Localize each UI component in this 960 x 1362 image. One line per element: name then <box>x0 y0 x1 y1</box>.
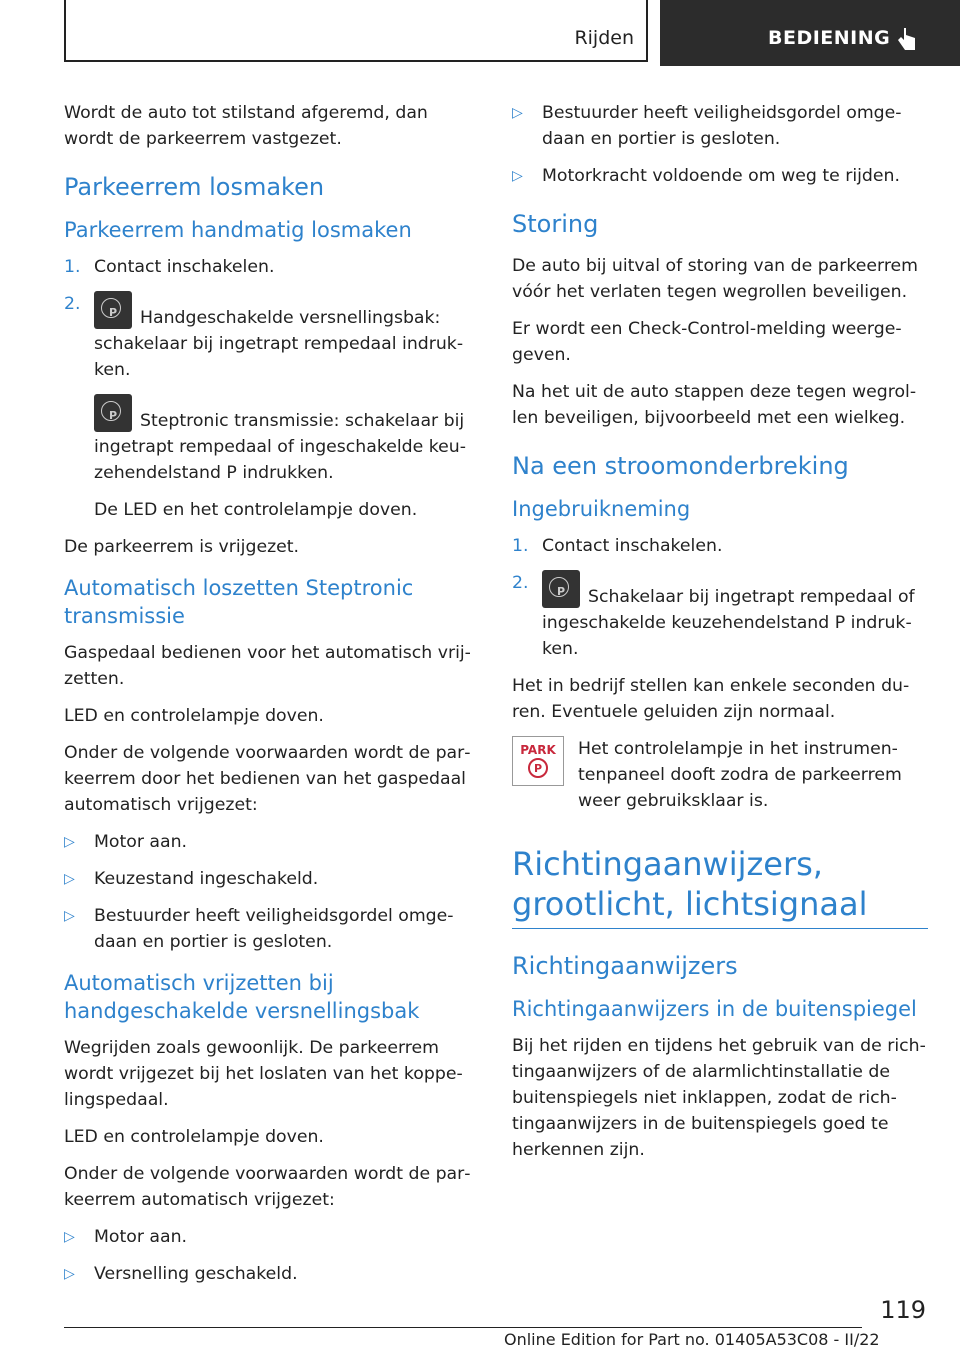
bullet-icon: ▷ <box>512 168 523 184</box>
intro-paragraph: Wordt de auto tot stilstand afgeremd, dan wordt de parkeerrem vastgezet. <box>64 103 428 149</box>
parking-brake-button-icon: P <box>94 291 132 329</box>
left-column <box>64 100 480 1298</box>
heading-storing: Storing <box>512 210 599 238</box>
heading-stroom: Na een stroomonderbreking <box>512 452 849 480</box>
heading-richtingaanwijzers: Richtingaanwijzers <box>512 952 738 980</box>
heading-buitenspiegel: Richtingaanwijzers in de buitenspiegel <box>512 997 917 1021</box>
parking-brake-button-icon: P <box>542 570 580 608</box>
paragraph: Onder de volgende voorwaarden wordt de parkeerrem automatisch vrijgezet: <box>64 1164 471 1210</box>
heading-auto-steptronic: Automatisch loszetten Steptronic transmissie <box>64 576 414 628</box>
paragraph: LED en controlelampje doven. <box>64 1127 324 1147</box>
step-1: 1. Contact inschakelen. <box>512 533 928 559</box>
step-2-led: De LED en het controlelampje doven. <box>94 500 418 520</box>
step-number: 2. <box>512 573 529 593</box>
paragraph: Bij het rijden en tijdens het gebruik van de richtingaanwijzers of de alarmlichtinstallatie de buitenspiegels niet inklappen, zodat de richtingaanwijzers in de buitenspiegels goed te herkennen zijn. <box>512 1036 926 1160</box>
bullet-icon: ▷ <box>64 1229 75 1245</box>
step-1: 1. Contact inschakelen. <box>64 254 480 280</box>
step-2: 2. P Handgeschakelde versnellingsbak: schakelaar bij ingetrapt rempedaal indrukken. <box>64 291 480 383</box>
header-chapter-box <box>660 0 960 66</box>
paragraph: De parkeerrem is vrijgezet. <box>64 537 300 557</box>
list-item: ▷ Motor aan. <box>64 1224 480 1250</box>
bullet-icon: ▷ <box>512 105 523 121</box>
page-number: 119 <box>880 1296 926 1324</box>
heading-ingebruikneming: Ingebruikneming <box>512 497 691 521</box>
bullet-icon: ▷ <box>64 871 75 887</box>
heading-handmatig: Parkeerrem handmatig losmaken <box>64 218 412 242</box>
bullet-icon: ▷ <box>64 1266 75 1282</box>
park-warning-icon: PARK P <box>512 736 564 786</box>
header-chapter: BEDIENING <box>768 27 891 49</box>
paragraph: Het in bedrijf stellen kan enkele seconden duren. Eventuele geluiden zijn normaal. <box>512 676 910 722</box>
list-item: ▷ Motor aan. <box>64 829 480 855</box>
bullet-icon: ▷ <box>64 908 75 924</box>
paragraph: Onder de volgende voorwaarden wordt de parkeerrem door het bedienen van het gaspedaal automatisch vrijgezet: <box>64 743 471 815</box>
bullet-icon: ▷ <box>64 834 75 850</box>
list-item: ▷ Versnelling geschakeld. <box>64 1261 480 1287</box>
step-number: 2. <box>64 294 81 314</box>
step-number: 1. <box>64 257 81 277</box>
heading-rule <box>512 928 928 929</box>
paragraph: LED en controlelampje doven. <box>64 706 324 726</box>
heading-richtingaanwijzers-main: Richtingaanwijzers, grootlicht, lichtsignaal <box>512 845 868 923</box>
paragraph: Wegrijden zoals gewoonlijk. De parkeerrem wordt vrijgezet bij het loslaten van het koppelingspedaal. <box>64 1038 463 1110</box>
header-section: Rijden <box>574 27 634 49</box>
paragraph: Er wordt een Check-Control-melding weergegeven. <box>512 319 902 365</box>
list-item: ▷ Bestuurder heeft veiligheidsgordel omgedaan en portier is gesloten. <box>64 903 480 955</box>
hand-pointer-icon <box>896 26 918 54</box>
parking-brake-button-icon: P <box>94 394 132 432</box>
right-column <box>512 100 928 1174</box>
paragraph: De auto bij uitval of storing van de parkeerrem vóór het verlaten tegen wegrollen beveiligen. <box>512 256 919 302</box>
step-number: 1. <box>512 536 529 556</box>
step-2-steptronic: P Steptronic transmissie: schakelaar bij ingetrapt rempedaal of ingeschakelde keuzehendelstand P indrukken. <box>64 394 480 486</box>
heading-auto-hand: Automatisch vrijzetten bij handgeschakelde versnellingsbak <box>64 971 420 1023</box>
list-item: ▷ Bestuurder heeft veiligheidsgordel omgedaan en portier is gesloten. <box>512 100 928 152</box>
heading-losmaken: Parkeerrem losmaken <box>64 173 325 201</box>
footer-rule <box>64 1327 862 1328</box>
paragraph: Na het uit de auto stappen deze tegen wegrollen beveiligen, bijvoorbeeld met een wielkeg. <box>512 382 917 428</box>
park-note <box>512 736 928 814</box>
footer-edition: Online Edition for Part no. 01405A53C08 - II/22 <box>504 1330 880 1349</box>
header-section-box <box>64 0 648 62</box>
paragraph: Gaspedaal bedienen voor het automatisch vrijzetten. <box>64 643 471 689</box>
list-item: ▷ Motorkracht voldoende om weg te rijden. <box>512 163 928 189</box>
list-item: ▷ Keuzestand ingeschakeld. <box>64 866 480 892</box>
note-text: Het controlelampje in het instrumentenpaneel dooft zodra de parkeerrem weer gebruiksklaar is. <box>578 739 902 811</box>
step-2: 2. P Schakelaar bij ingetrapt rempedaal of ingeschakelde keuzehendelstand P indrukken. <box>512 570 928 662</box>
